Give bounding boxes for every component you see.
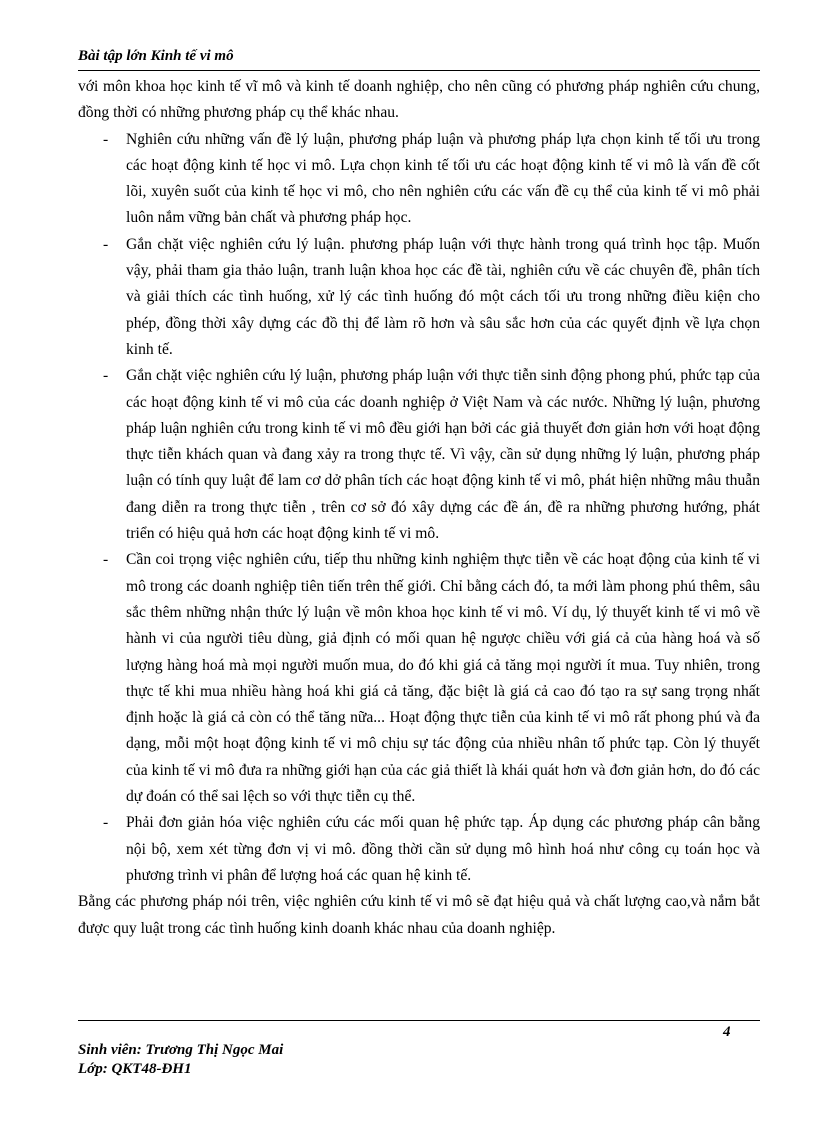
- document-body: [78, 74, 760, 942]
- bullet-text: Phải đơn giản hóa việc nghiên cứu các mối quan hệ phức tạp. Áp dụng các phương pháp cân bằng nội bộ, xem xét từng đơn vị vi mô. đồng thời cần sử dụng mô hình hoá như công cụ toán học và phương trình vi phân để lượng hoá các quan hệ kinh tế.: [126, 814, 760, 884]
- bullet-item: [78, 363, 760, 547]
- bullet-text: Cần coi trọng việc nghiên cứu, tiếp thu những kinh nghiệm thực tiễn về các hoạt động của kinh tế vi mô trong các doanh nghiệp tiên tiến trên thế giới. Chỉ bằng cách đó, ta mới làm phong phú thêm, sâu sắc thêm những nhận thức lý luận về môn khoa học kinh tế vi mô. Ví dụ, lý thuyết kinh tế vi mô về hành vi của người tiêu dùng, giả định có mối quan hệ ngược chiều với giá cả của hàng hoá và số lượng hàng hoá mà mọi người muốn mua, do đó khi giá cả tăng mọi người ít mua. Tuy nhiên, trong thực tế khi mua nhiều hàng hoá khi giá cả tăng, đặc biệt là giá cả cao đó tạo ra sự sang trọng nhất định hoặc là giá cả còn có thể tăng nữa... Hoạt động thực tiễn của kinh tế vi mô rất phong phú và đa dạng, mỗi một hoạt động kinh tế vi mô chịu sự tác động của nhiều nhân tố phức tạp. Còn lý thuyết của kinh tế vi mô đưa ra những giới hạn của các giả thiết là khái quát hơn và đơn giản hơn, do đó các dự đoán có thể sai lệch so với thực tiễn cụ thể.: [126, 551, 760, 806]
- bullet-dash: -: [103, 130, 109, 148]
- bullet-dash: -: [103, 235, 109, 253]
- bullet-dash: -: [103, 814, 109, 832]
- bullet-text: Gắn chặt việc nghiên cứu lý luận, phương pháp luận với thực tiễn sinh động phong phú, phức tạp của các hoạt động kinh tế vi mô của các doanh nghiệp ở Việt Nam và các nước. Những lý luận, phương pháp luận nghiên cứu trong kinh tế vi mô đều giới hạn bởi các giả thuyết đơn giản hơn với hoạt động thực tiễn khách quan và đang xảy ra trong thực tế. Vì vậy, cần sử dụng những lý luận, phương pháp luận có tính quy luật để lam cơ dở phân tích các hoạt động kinh tế vi mô, phát hiện những mâu thuẫn đang diễn ra trong thực tiễn , trên cơ sở đó xây dựng các đề án, đề ra những phương hướng, phát triển có hiệu quả hơn các hoạt động kinh tế vi mô.: [126, 367, 760, 543]
- bullet-list: [78, 127, 760, 890]
- footer-class: Lớp: QKT48-ĐH1: [78, 1061, 192, 1077]
- footer-student: Sinh viên: Trương Thị Ngọc Mai: [78, 1042, 284, 1058]
- bullet-dash: -: [103, 551, 109, 569]
- bullet-item: [78, 810, 760, 889]
- footer-divider: [78, 1020, 760, 1021]
- bullet-dash: -: [103, 367, 109, 385]
- intro-paragraph: với môn khoa học kinh tế vĩ mô và kinh tế doanh nghiệp, cho nên cũng có phương pháp nghiên cứu chung, đồng thời có những phương pháp cụ thể khác nhau.: [78, 78, 760, 122]
- bullet-text: Nghiên cứu những vấn đề lý luận, phương pháp luận và phương pháp lựa chọn kinh tế tối ưu trong các hoạt động kinh tế học vi mô. Lựa chọn kinh tế tối ưu các hoạt động kinh tế vi mô là vấn đề cốt lõi, xuyên suốt của kinh tế học vi mô, cho nên nghiên cứu các vấn đề cụ thể của kinh tế vi mô phải luôn nắm vững bản chất và phương pháp học.: [126, 130, 760, 227]
- bullet-text: Gắn chặt việc nghiên cứu lý luận. phương pháp luận với thực hành trong quá trình học tập. Muốn vậy, phải tham gia thảo luận, tranh luận khoa học các đề tài, nghiên cứu về các chuyên đề, phân tích và giải thích các tình huống, xử lý các tình huống đó một cách tối ưu trong những điều kiện cho phép, đồng thời xây dựng các đồ thị để làm rõ hơn và sâu sắc hơn của các quyết định về lựa chọn kinh tế.: [126, 235, 760, 358]
- bullet-item: [78, 547, 760, 810]
- conclusion-paragraph: Bằng các phương pháp nói trên, việc nghiên cứu kinh tế vi mô sẽ đạt hiệu quả và chất lượng cao,và nắm bắt được quy luật trong các tình huống kinh doanh khác nhau của doanh nghiệp.: [78, 893, 760, 937]
- bullet-item: [78, 232, 760, 363]
- bullet-item: [78, 127, 760, 232]
- header-title: Bài tập lớn Kinh tế vi mô: [78, 48, 234, 64]
- page-number: 4: [723, 1024, 731, 1040]
- header-divider: [78, 70, 760, 71]
